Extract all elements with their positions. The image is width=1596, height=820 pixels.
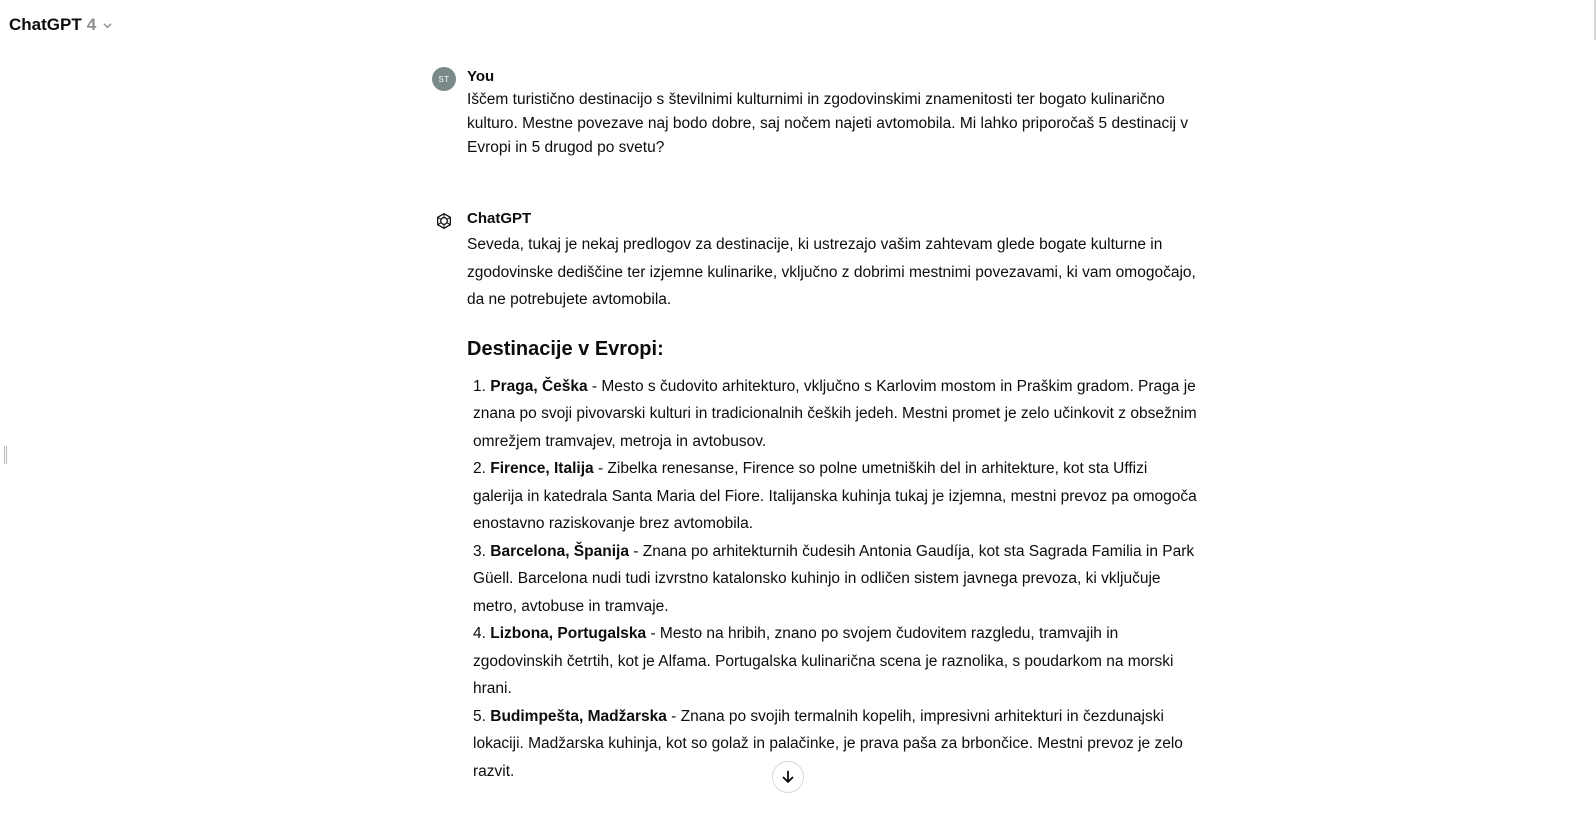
list-item (473, 620, 1197, 703)
destination-name: Firence, Italija (490, 460, 594, 477)
list-item (473, 373, 1197, 456)
assistant-message-body (467, 209, 1197, 785)
section-heading: Destinacije v Evropi: (467, 337, 664, 360)
destination-description: - Znana po svojih termalnih kopelih, impresivni arhitekturi in čezdunajski lokaciji. Madžarska kuhinja, kot so golaž in palačinke, je prava paša za brbončice. Mestni prevoz je zelo razvit. (473, 707, 1183, 780)
list-number: 3. (473, 542, 486, 560)
top-header (0, 0, 1596, 50)
model-version: 4 (86, 15, 97, 34)
message-author: You (467, 68, 495, 85)
destination-name: Barcelona, Španija (490, 542, 629, 560)
user-message-body (467, 67, 1197, 160)
message-intro: Seveda, tukaj je nekaj predlogov za destinacije, ki ustrezajo vašim zahtevam glede bogate kulturne in zgodovinske dediščine ter izjemne kulinarike, vključno z dobrimi mestnimi povezavami, ki vam omogočajo, da ne potrebujete avtomobila. (467, 236, 1196, 308)
message-author: ChatGPT (467, 210, 532, 227)
list-number: 2. (473, 460, 486, 477)
openai-logo-icon (432, 209, 456, 233)
list-item (473, 703, 1197, 786)
message-text: Iščem turistično destinacijo s številnimi kulturnimi in zgodovinskimi znamenitosti ter bogato kulinarično kulturo. Mestne povezave naj bodo dobre, saj nočem najeti avtomobila. Mi lahko priporočaš 5 destinacij v Evropi in 5 drugod po svetu? (467, 91, 1189, 156)
destination-description: - Mesto s čudovito arhitekturo, vključno s Karlovim mostom in Praškim gradom. Praga je znana po svoji pivovarski kulturi in tradicionalnih čeških jedeh. Mestni promet je zelo učinkovit z obsežnim omrežjem tramvajev, metroja in avtobusov. (473, 377, 1197, 450)
avatar-initials: ST (438, 74, 450, 84)
sidebar-resize-handle[interactable] (4, 446, 7, 464)
destination-description: - Zibelka renesanse, Firence so polne umetniških del in arhitekture, kot sta Uffizi galerija in katedrala Santa Maria del Fiore. Italijanska kuhinja tukaj je izjemna, mestni prevoz pa omogoča enostavno raziskovanje brez avtomobila. (473, 460, 1197, 532)
arrow-down-icon (780, 769, 796, 785)
model-selector-button[interactable] (9, 14, 113, 36)
list-item (473, 455, 1197, 538)
list-number: 1. (473, 377, 486, 395)
model-name: ChatGPT (9, 15, 82, 34)
chevron-down-icon (101, 19, 113, 31)
scroll-down-button[interactable] (772, 761, 804, 793)
destination-name: Budimpešta, Madžarska (490, 707, 667, 725)
destinations-list (467, 373, 1197, 786)
destination-name: Praga, Češka (490, 377, 588, 395)
list-item (473, 538, 1197, 621)
destination-description: - Mesto na hribih, znano po svojem čudovitem razgledu, tramvajih in zgodovinskih četrtih, kot je Alfama. Portugalska kulinarična scena je raznolika, s poudarkom na morski hrani. (473, 625, 1174, 697)
destination-name: Lizbona, Portugalska (490, 625, 647, 642)
avatar (432, 67, 456, 91)
destination-description: - Znana po arhitekturnih čudesih Antonia Gaudíja, kot sta Sagrada Familia in Park Güell. Barcelona nudi tudi izvrstno katalonsko kuhinjo in odličen sistem javnega prevoza, ki vključuje metro, avtobuse in tramvaje. (473, 542, 1195, 615)
list-number: 4. (473, 625, 486, 642)
list-number: 5. (473, 707, 486, 725)
